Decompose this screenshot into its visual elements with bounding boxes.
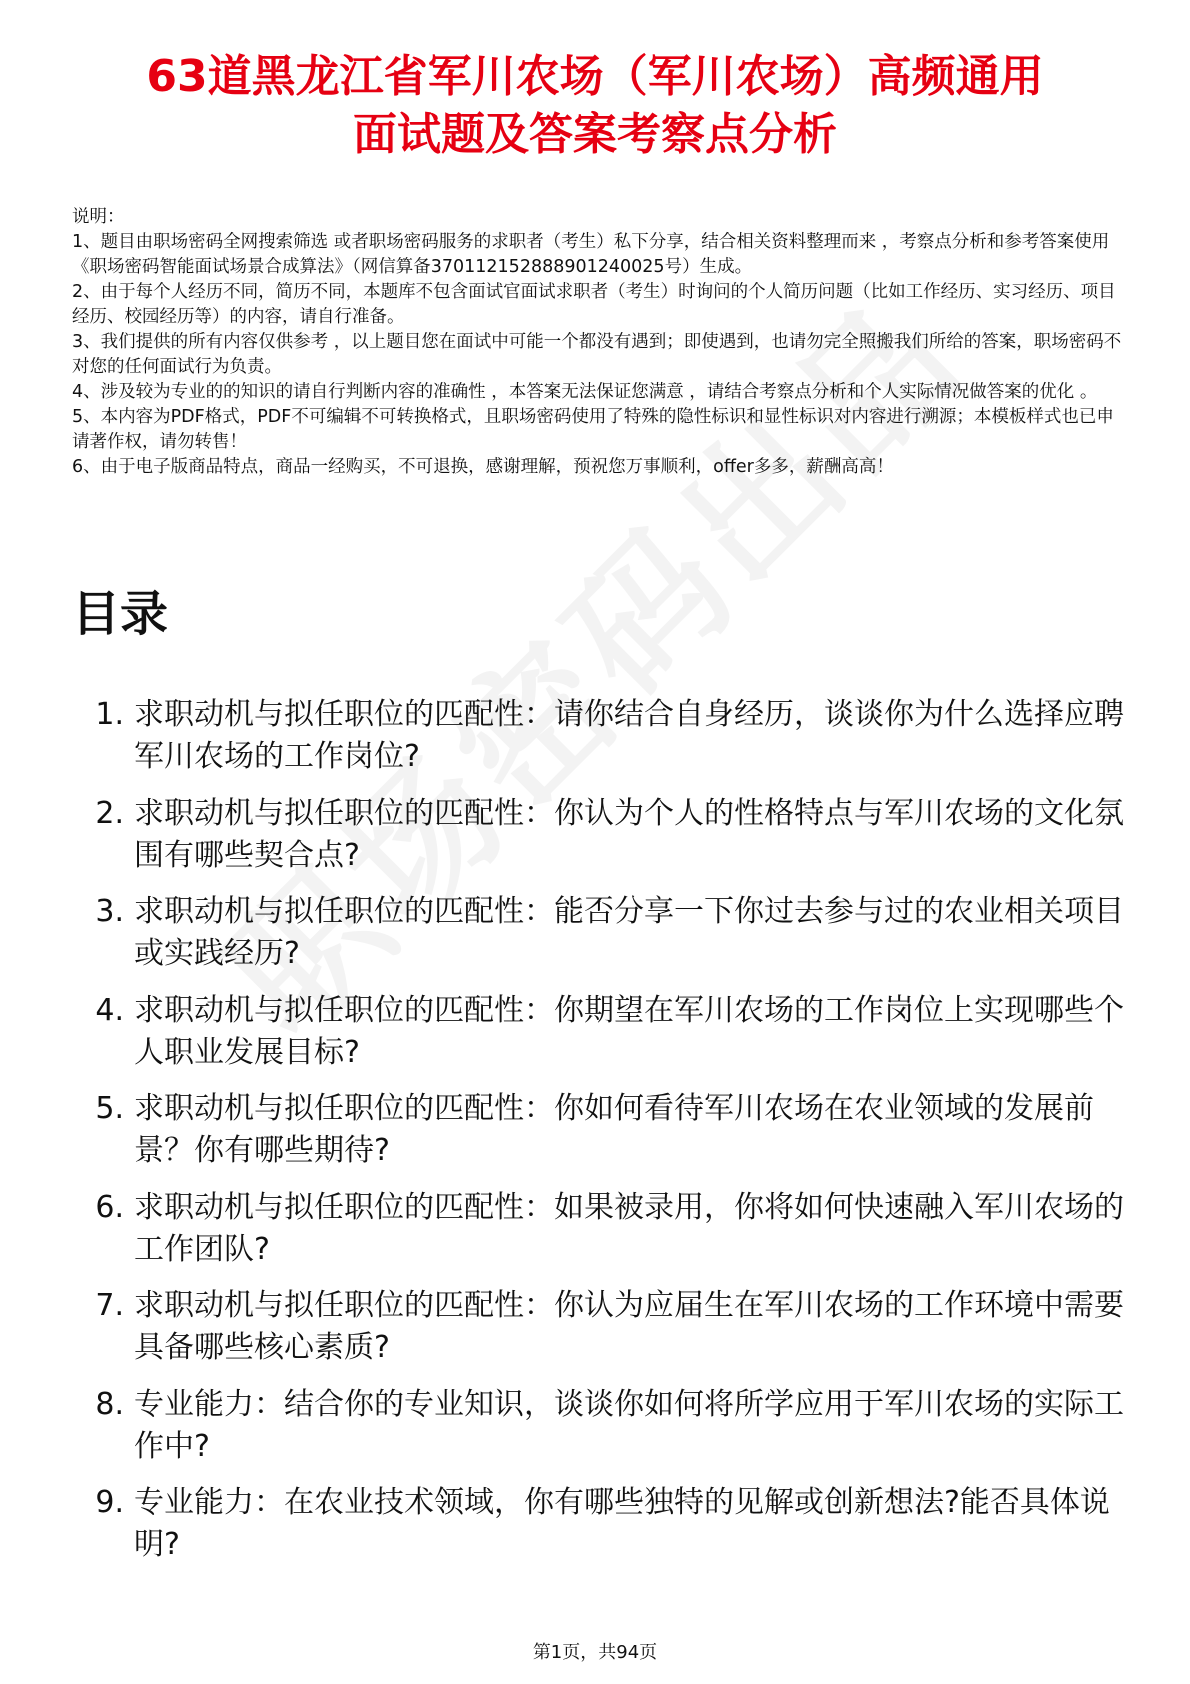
toc-item-number: 4. [95,992,124,1028]
title-line-2: 面试题及答案考察点分析 [353,109,837,160]
toc-item[interactable] [72,990,1124,1074]
toc-item-text: 专业能力：结合你的专业知识，谈谈你如何将所学应用于军川农场的实际工作中? [134,1386,1124,1464]
toc-item-number: 9. [95,1485,124,1520]
note-item: 4、涉及较为专业的的知识的请自行判断内容的准确性 ，本答案无法保证您满意 ，请结合考察点分析和个人实际情况做答案的优化 。 [72,382,1098,402]
toc-item-number: 8. [95,1386,124,1422]
toc-item-number: 3. [95,894,124,929]
toc-item[interactable] [72,694,1124,778]
toc-item-text: 求职动机与拟任职位的匹配性：如果被录用，你将如何快速融入军川农场的工作团队? [134,1189,1124,1267]
toc-item-text: 求职动机与拟任职位的匹配性：你认为个人的性格特点与军川农场的文化氛围有哪些契合点? [134,795,1124,873]
table-of-contents [72,694,1124,1581]
toc-item-text: 求职动机与拟任职位的匹配性：你如何看待军川农场在农业领域的发展前景？你有哪些期待? [134,1091,1094,1168]
note-item: 2、由于每个人经历不同，简历不同，本题库不包含面试官面试求职者（考生）时询问的个人简历问题（比如工作经历、实习经历、项目经历、校园经历等）的内容，请自行准备。 [72,282,1116,327]
toc-item[interactable] [72,793,1124,877]
toc-item-text: 求职动机与拟任职位的匹配性：能否分享一下你过去参与过的农业相关项目或实践经历? [134,894,1124,971]
toc-item[interactable] [72,1482,1124,1566]
toc-item-text: 求职动机与拟任职位的匹配性：请你结合自身经历，谈谈你为什么选择应聘军川农场的工作岗位? [134,697,1124,774]
toc-item-number: 1. [95,697,124,732]
toc-item-text: 求职动机与拟任职位的匹配性：你认为应届生在军川农场的工作环境中需要具备哪些核心素质? [134,1288,1124,1365]
note-item: 3、我们提供的所有内容仅供参考 ，以上题目您在面试中可能一个都没有遇到；即使遇到，也请勿完全照搬我们所给的答案，职场密码不对您的任何面试行为负责。 [72,332,1122,377]
toc-item[interactable] [72,1285,1124,1369]
toc-item-number: 2. [95,795,124,831]
document-title [60,48,1130,164]
toc-item-text: 求职动机与拟任职位的匹配性：你期望在军川农场的工作岗位上实现哪些个人职业发展目标? [134,992,1124,1070]
toc-item-number: 5. [95,1091,124,1126]
toc-item-number: 6. [95,1189,124,1225]
toc-item[interactable] [72,891,1124,975]
toc-item[interactable] [72,1384,1124,1468]
page-footer: 第1页，共94页 [532,1642,658,1663]
toc-item-number: 7. [95,1288,124,1323]
disclaimer-notes [72,205,1122,480]
note-item: 1、题目由职场密码全网搜索筛选 或者职场密码服务的求职者（考生）私下分享，结合相关资料整理而来 ，考察点分析和参考答案使用《职场密码智能面试场景合成算法》（网信算备370112152888901240025号）生成。 [72,232,1110,277]
notes-heading: 说明： [72,207,125,227]
note-item: 6、由于电子版商品特点，商品一经购买，不可退换，感谢理解，预祝您万事顺利，offer多多，薪酬高高！ [72,457,894,477]
toc-item[interactable] [72,1187,1124,1271]
toc-item-text: 专业能力：在农业技术领域，你有哪些独特的见解或创新想法?能否具体说明? [134,1485,1110,1562]
title-line-1: 63道黑龙江省军川农场（军川农场）高频通用 [146,51,1044,102]
note-item: 5、本内容为PDF格式，PDF不可编辑不可转换格式，且职场密码使用了特殊的隐性标识和显性标识对内容进行溯源；本模板样式也已申请著作权，请勿转售！ [72,407,1114,452]
toc-item[interactable] [72,1088,1124,1172]
toc-heading: 目录 [72,586,169,642]
